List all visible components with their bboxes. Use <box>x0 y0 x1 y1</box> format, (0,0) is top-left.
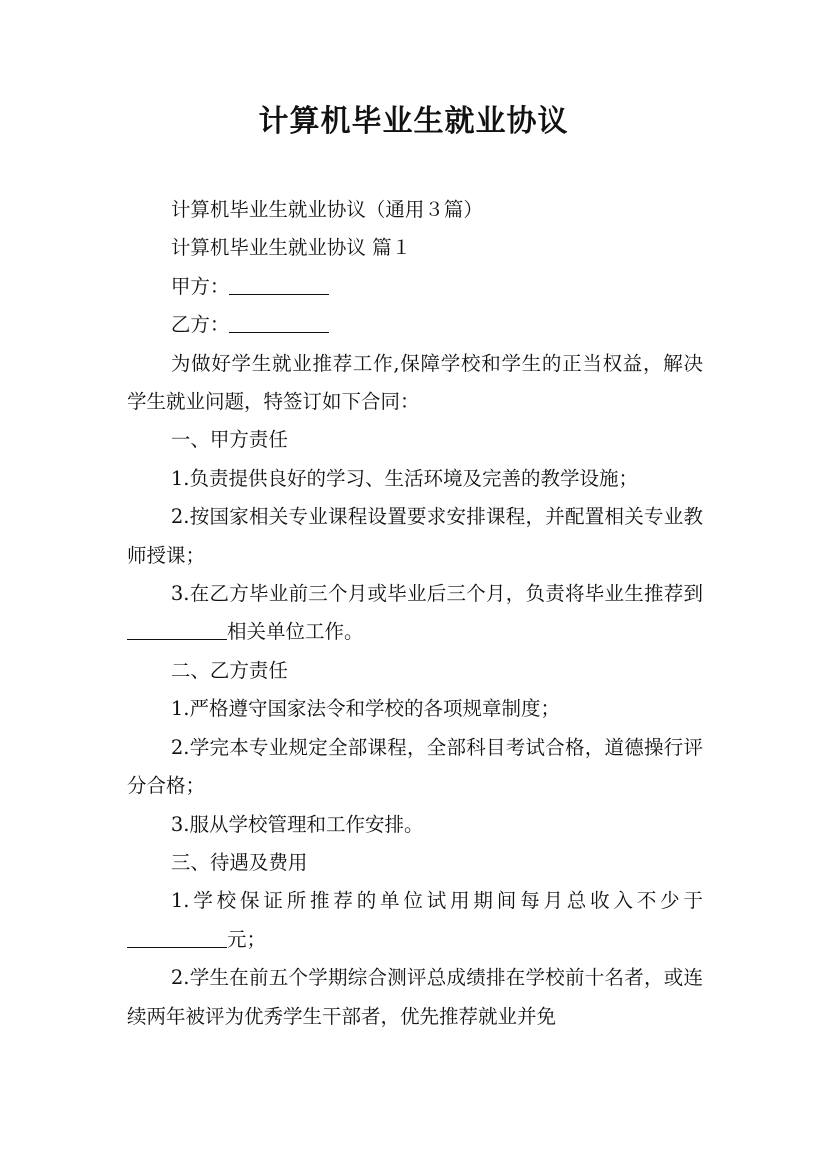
document-subtitle: 计算机毕业生就业协议（通用３篇） <box>170 198 483 221</box>
intro-paragraph: 为做好学生就业推荐工作,保障学校和学生的正当权益，解决学生就业问题，特签订如下合同： <box>127 351 703 414</box>
benefit-1-text-before: 1.学校保证所推荐的单位试用期间每月总收入不少于 <box>170 889 703 913</box>
party-a-duty-3-text-after: 相关单位工作。 <box>227 620 364 644</box>
party-a-blank <box>229 272 329 294</box>
party-b-duty-3: 3.服从学校管理和工作安排。 <box>170 812 424 836</box>
party-b-duty-2: 2.学完本专业规定全部课程，全部科目考试合格，道德操行评分合格； <box>127 735 703 798</box>
employer-blank <box>127 618 227 640</box>
document-body <box>127 191 703 1036</box>
income-blank <box>127 925 227 947</box>
party-a-label: 甲方： <box>170 274 230 298</box>
benefit-1-text-after: 元； <box>227 927 267 951</box>
party-b-blank <box>229 311 329 333</box>
party-b-duty-1: 1.严格遵守国家法令和学校的各项规章制度； <box>170 697 560 721</box>
heading-benefits: 三、待遇及费用 <box>170 850 308 874</box>
party-b-line <box>127 306 703 344</box>
party-a-duty-3-text-before: 3.在乙方毕业前三个月或毕业后三个月，负责将毕业生推荐到 <box>170 582 703 606</box>
heading-party-b-duties: 二、乙方责任 <box>170 658 288 682</box>
benefit-2: 2.学生在前五个学期综合测评总成绩排在学校前十名者，或连续两年被评为优秀学生干部者，优先推荐就业并免 <box>127 966 703 1028</box>
heading-party-a-duties: 一、甲方责任 <box>170 428 288 452</box>
party-a-duty-2: 2.按国家相关专业课程设置要求安排课程，并配置相关专业教师授课； <box>127 505 703 567</box>
section-heading: 计算机毕业生就业协议 篇１ <box>170 236 412 260</box>
document-title: 计算机毕业生就业协议 <box>258 104 569 139</box>
party-b-label: 乙方： <box>170 313 230 337</box>
party-a-duty-1: 1.负责提供良好的学习、生活环境及完善的教学设施； <box>170 466 638 490</box>
benefit-1 <box>127 882 703 959</box>
party-a-line <box>127 268 703 306</box>
party-a-duty-3 <box>127 575 703 652</box>
